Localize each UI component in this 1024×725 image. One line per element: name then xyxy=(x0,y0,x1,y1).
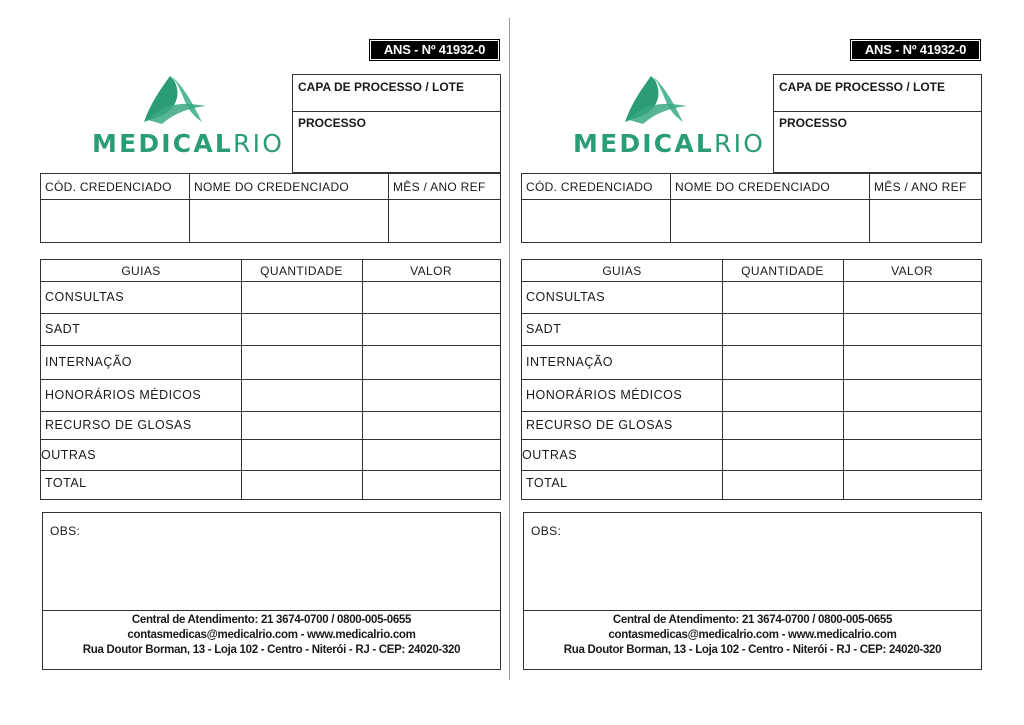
table-row[interactable] xyxy=(522,282,981,314)
footer-address: Rua Doutor Borman, 13 - Loja 102 - Centro - Niterói - RJ - CEP: 24020-320 xyxy=(82,644,461,656)
capa-label: CAPA DE PROCESSO / LOTE xyxy=(298,80,465,94)
valor-col-header: VALOR xyxy=(410,264,452,278)
footer-email-web: contasmedicas@medicalrio.com - www.medicalrio.com xyxy=(608,629,897,641)
process-cover-form-left xyxy=(0,0,486,725)
row-label-total: TOTAL xyxy=(526,476,568,490)
nome-credenciado-label: NOME DO CREDENCIADO xyxy=(675,180,831,194)
footer-separator xyxy=(43,610,500,611)
row-label-outras: OUTRAS xyxy=(41,448,97,462)
obs-label: OBS: xyxy=(531,524,562,538)
table-row[interactable] xyxy=(522,412,981,440)
mes-ano-ref-label: MÊS / ANO REF xyxy=(393,180,486,194)
process-cover-form-right xyxy=(481,0,967,725)
logo-mark-icon xyxy=(140,72,210,130)
guias-col-header: GUIAS xyxy=(602,264,642,278)
guias-table xyxy=(521,259,982,500)
row-label-consultas: CONSULTAS xyxy=(45,290,125,304)
cod-credenciado-cell[interactable] xyxy=(522,174,671,242)
column-divider xyxy=(722,260,723,499)
quantidade-col-header: QUANTIDADE xyxy=(260,264,343,278)
footer-separator xyxy=(524,610,981,611)
guias-table xyxy=(40,259,501,500)
credenciado-table xyxy=(521,173,982,243)
cod-credenciado-label: CÓD. CREDENCIADO xyxy=(526,180,653,194)
row-label-sadt: SADT xyxy=(45,322,81,336)
capa-processo-box xyxy=(292,74,501,173)
column-divider xyxy=(843,260,844,499)
row-label-consultas: CONSULTAS xyxy=(526,290,606,304)
ans-number-badge: ANS - Nº 41932-0 xyxy=(371,41,498,59)
nome-credenciado-cell[interactable] xyxy=(190,174,389,242)
table-row[interactable] xyxy=(522,380,981,412)
table-row[interactable] xyxy=(522,346,981,380)
column-divider xyxy=(362,260,363,499)
row-label-total: TOTAL xyxy=(45,476,87,490)
obs-box xyxy=(42,512,501,670)
row-label-internacao: INTERNAÇÃO xyxy=(526,355,613,369)
obs-text-area[interactable] xyxy=(524,513,981,610)
capa-row xyxy=(293,75,500,112)
credenciado-table xyxy=(40,173,501,243)
footer-phone: Central de Atendimento: 21 3674-0700 / 0800-005-0655 xyxy=(612,614,893,626)
processo-label: PROCESSO xyxy=(779,116,848,130)
table-row[interactable] xyxy=(41,440,500,471)
capa-processo-box xyxy=(773,74,982,173)
ans-number-badge: ANS - Nº 41932-0 xyxy=(852,41,979,59)
row-label-honorarios: HONORÁRIOS MÉDICOS xyxy=(45,388,202,402)
cod-credenciado-label: CÓD. CREDENCIADO xyxy=(45,180,172,194)
table-row[interactable] xyxy=(522,314,981,346)
capa-label: CAPA DE PROCESSO / LOTE xyxy=(779,80,946,94)
valor-col-header: VALOR xyxy=(891,264,933,278)
row-label-honorarios: HONORÁRIOS MÉDICOS xyxy=(526,388,683,402)
row-label-sadt: SADT xyxy=(526,322,562,336)
quantidade-col-header: QUANTIDADE xyxy=(741,264,824,278)
row-label-internacao: INTERNAÇÃO xyxy=(45,355,132,369)
medicalrio-logo xyxy=(88,72,285,162)
cod-credenciado-cell[interactable] xyxy=(41,174,190,242)
processo-label: PROCESSO xyxy=(298,116,367,130)
table-row[interactable] xyxy=(522,440,981,471)
guias-col-header: GUIAS xyxy=(121,264,161,278)
nome-credenciado-cell[interactable] xyxy=(671,174,870,242)
table-row[interactable] xyxy=(41,412,500,440)
footer-email-web: contasmedicas@medicalrio.com - www.medicalrio.com xyxy=(127,629,416,641)
footer-phone: Central de Atendimento: 21 3674-0700 / 0800-005-0655 xyxy=(131,614,412,626)
mes-ano-ref-label: MÊS / ANO REF xyxy=(874,180,967,194)
table-row[interactable] xyxy=(522,471,981,499)
table-row[interactable] xyxy=(41,380,500,412)
guias-header-row xyxy=(41,260,500,282)
obs-text-area[interactable] xyxy=(43,513,500,610)
medicalrio-logo xyxy=(569,72,766,162)
logo-wordmark: MEDICALRIO xyxy=(92,129,285,158)
logo-mark-icon xyxy=(621,72,691,130)
table-row[interactable] xyxy=(41,314,500,346)
footer-address: Rua Doutor Borman, 13 - Loja 102 - Centro - Niterói - RJ - CEP: 24020-320 xyxy=(563,644,942,656)
row-label-outras: OUTRAS xyxy=(522,448,578,462)
row-label-recurso-glosas: RECURSO DE GLOSAS xyxy=(45,418,192,432)
obs-box xyxy=(523,512,982,670)
obs-label: OBS: xyxy=(50,524,81,538)
table-row[interactable] xyxy=(41,346,500,380)
table-row[interactable] xyxy=(41,282,500,314)
column-divider xyxy=(241,260,242,499)
nome-credenciado-label: NOME DO CREDENCIADO xyxy=(194,180,350,194)
mes-ano-ref-cell[interactable] xyxy=(870,174,981,242)
row-label-recurso-glosas: RECURSO DE GLOSAS xyxy=(526,418,673,432)
logo-wordmark: MEDICALRIO xyxy=(573,129,766,158)
table-row[interactable] xyxy=(41,471,500,499)
capa-row xyxy=(774,75,981,112)
guias-header-row xyxy=(522,260,981,282)
